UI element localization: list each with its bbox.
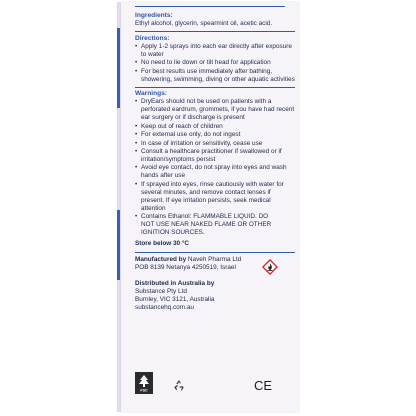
manufacturer-address: POB 8139 Netanya 4250519, Israel [135,263,236,271]
distributor-label: Distributed in Australia by [135,279,215,287]
list-item: • Apply 1-2 sprays into each ear directly after exposure to water [135,43,295,59]
list-item: • If sprayed into eyes, rinse cautiously with water for several minutes, and remove contact lenses if present. If eye irritation persists, seek medical attention [135,181,295,213]
divider [135,31,295,32]
list-item: • For best results use immediately after bathing, showering, swimming, diving or other aquatic activities [135,68,295,84]
ce-mark-icon [253,378,273,392]
warnings-heading: Warnings: [135,90,167,98]
list-item: • No need to lie down or tilt head for application [135,59,295,67]
directions-heading: Directions: [135,34,170,42]
recycle-icon [173,379,185,391]
list-item: • For external use only, do not ingest [135,131,295,139]
ce-mark-text: CE [253,378,273,392]
distributor-block [135,280,295,312]
box-side-blue-strip [117,28,120,108]
list-item: • In case of irritation or sensitivity, cease use [135,140,295,148]
ingredients-text: Ethyl alcohol, glycerin, spearmint oil, acetic acid. [135,20,273,27]
warnings-list [135,98,295,237]
list-item: • Consult a healthcare practitioner if swallowed or if irritation/symptoms persist [135,148,295,164]
list-item: • Contains Ethanol: FLAMMABLE LIQUID. DO NOT USE NEAR NAKED FLAME OR OTHER IGNITION SOURCES. [135,213,295,237]
box-side-blue-strip [117,210,120,280]
directions-list [135,43,295,84]
distributor-website: substancehq.com.au [135,303,194,311]
box-back-panel [121,2,299,412]
divider [135,252,295,253]
divider [135,87,295,88]
list-item: • DryEars should not be used on patients with a perforated eardrum, grommets, if you have had recent ear surgery or if discharge is present [135,98,295,122]
ingredients-heading: Ingredients: [135,12,173,19]
manufacturer-name: Naveh Pharma Ltd [186,255,242,263]
divider [135,6,285,7]
flammable-hazard-icon [262,259,278,275]
fsc-logo-icon [135,372,153,394]
distributor-name: Substance Pty Ltd [135,287,187,295]
list-item: • Keep out of reach of children [135,123,295,131]
storage-text: Store below 30 °C [135,240,190,248]
list-item: • Avoid eye contact, do not spray into eyes and wash hands after use [135,164,295,180]
fsc-logo-text: FSC [140,388,148,393]
distributor-address: Burnley, VIC 3121, Australia [135,295,215,303]
manufacturer-label: Manufactured by [135,255,187,263]
